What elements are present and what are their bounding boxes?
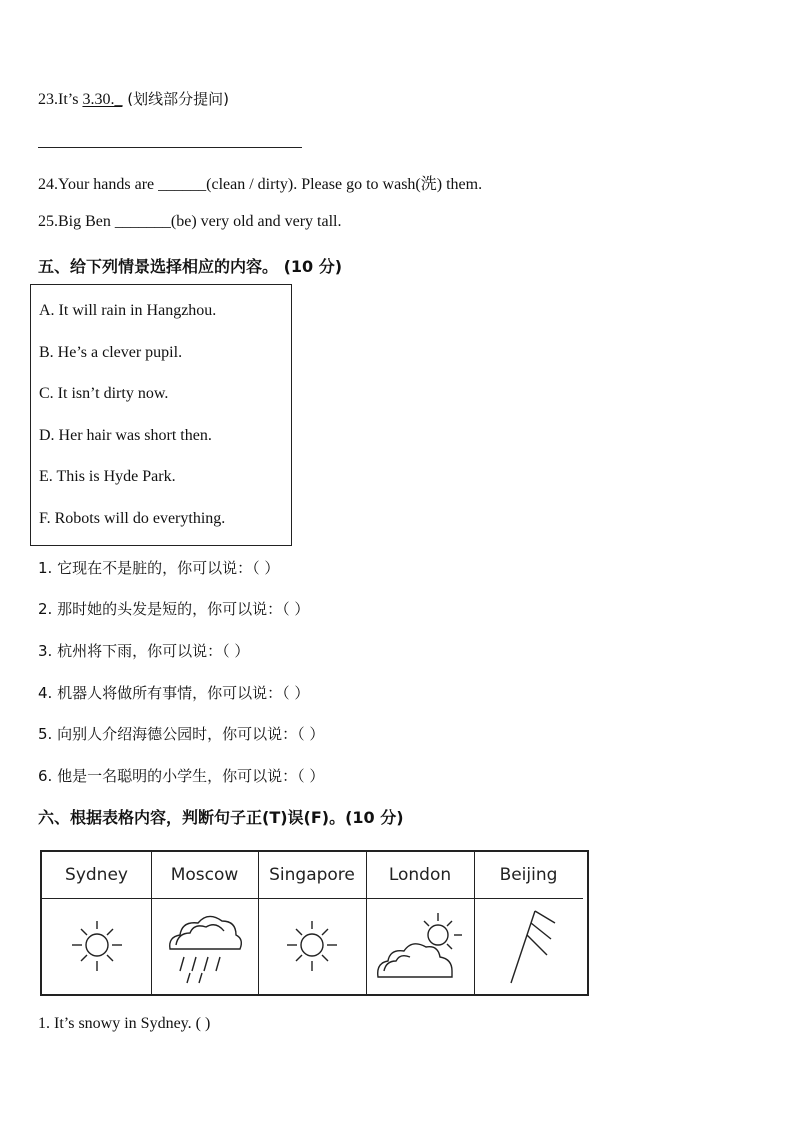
rain-cloud-icon xyxy=(160,899,250,989)
question-24: 24.Your hands are ______(clean / dirty). Please go to wash(洗) them. xyxy=(38,176,483,193)
sun-icon xyxy=(277,899,347,989)
city-name: London xyxy=(366,852,474,899)
city-cell-moscow xyxy=(151,852,259,994)
option-c: C. It isn’t dirty now. xyxy=(39,385,169,402)
city-cell-london xyxy=(366,852,475,994)
city-name: Beijing xyxy=(474,852,583,899)
section-6-heading: 六、根据表格内容，判断句子正(T)误(F)。(10 分) xyxy=(38,808,404,827)
q23-answer-line xyxy=(38,147,302,148)
city-name: Moscow xyxy=(151,852,258,899)
sun-icon xyxy=(62,899,132,989)
city-name: Singapore xyxy=(258,852,366,899)
option-d: D. Her hair was short then. xyxy=(39,427,212,444)
s5-question-1: 1. 它现在不是脏的，你可以说：（ ） xyxy=(38,559,280,577)
s6-question-1: 1. It’s snowy in Sydney. ( ) xyxy=(38,1015,211,1032)
question-25: 25.Big Ben _______(be) very old and very tall. xyxy=(38,213,342,230)
s5-question-2: 2. 那时她的头发是短的，你可以说：（ ） xyxy=(38,600,310,618)
section-5-heading: 五、给下列情景选择相应的内容。 (10 分) xyxy=(38,257,343,276)
s5-question-4: 4. 机器人将做所有事情，你可以说：（ ） xyxy=(38,684,310,702)
city-cell-singapore xyxy=(258,852,367,994)
q23-underlined-answer: 3.30._ xyxy=(82,91,123,108)
s5-question-3: 3. 杭州将下雨，你可以说：（ ） xyxy=(38,642,250,660)
city-cell-beijing xyxy=(474,852,583,994)
options-box xyxy=(30,284,292,546)
s5-question-5: 5. 向别人介绍海德公园时，你可以说：（ ） xyxy=(38,725,325,743)
weather-table xyxy=(40,850,589,996)
question-23 xyxy=(38,88,229,109)
option-b: B. He’s a clever pupil. xyxy=(39,344,183,361)
city-cell-sydney xyxy=(42,852,152,994)
q23-prefix: 23.It’s xyxy=(38,91,83,108)
q23-instruction: (划线部分提问) xyxy=(122,90,229,108)
sun-cloud-icon xyxy=(372,899,468,989)
s5-question-6: 6. 他是一名聪明的小学生，你可以说：（ ） xyxy=(38,767,325,785)
city-name: Sydney xyxy=(42,852,151,899)
option-f: F. Robots will do everything. xyxy=(39,510,226,527)
option-a: A. It will rain in Hangzhou. xyxy=(39,302,217,319)
option-e: E. This is Hyde Park. xyxy=(39,468,176,485)
wind-flag-icon xyxy=(489,899,569,989)
